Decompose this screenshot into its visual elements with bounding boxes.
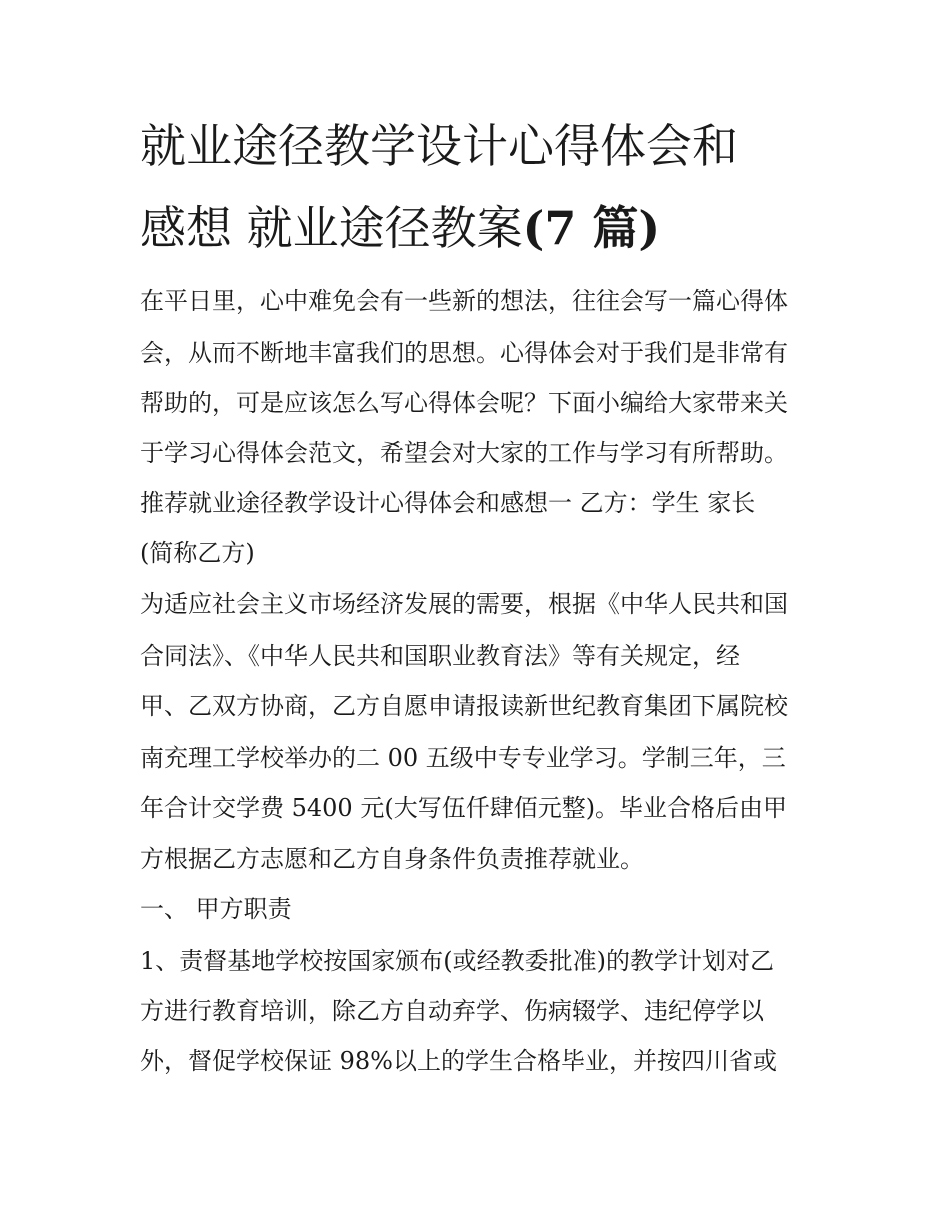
paragraph-line: 甲、乙双方协商，乙方自愿申请报读新世纪教育集团下属院校 bbox=[140, 692, 788, 720]
paragraph-line: 方根据乙方志愿和乙方自身条件负责推荐就业。 bbox=[140, 845, 644, 873]
paragraph-line: 推荐就业途径教学设计心得体会和感想一 乙方：学生 家长 bbox=[140, 489, 756, 517]
paragraph-line: 于学习心得体会范文，希望会对大家的工作与学习有所帮助。 bbox=[140, 439, 788, 467]
paragraph-line: 外，督促学校保证 98%以上的学生合格毕业，并按四川省或 bbox=[140, 1047, 777, 1075]
paragraph-line: 1、责督基地学校按国家颁布(或经教委批准)的教学计划对乙 bbox=[140, 947, 774, 975]
paragraph-line: (简称乙方) bbox=[140, 539, 255, 567]
section-heading: 一、 甲方职责 bbox=[140, 895, 292, 923]
paragraph-line: 合同法》、《中华人民共和国职业教育法》等有关规定，经 bbox=[140, 642, 740, 670]
paragraph-line: 帮助的，可是应该怎么写心得体会呢？下面小编给大家带来关 bbox=[140, 389, 788, 417]
title-line-2-prefix: 感想 就业途径教案 bbox=[140, 201, 523, 255]
paragraph-line: 年合计交学费 5400 元(大写伍仟肆佰元整)。毕业合格后由甲 bbox=[140, 794, 788, 822]
paragraph-line: 方进行教育培训，除乙方自动弃学、伤病辍学、违纪停学以 bbox=[140, 997, 764, 1025]
document-title-line-1: 就业途径教学设计心得体会和 bbox=[140, 119, 738, 173]
paragraph-line: 为适应社会主义市场经济发展的需要，根据《中华人民共和国 bbox=[140, 590, 788, 618]
paragraph-line: 南充理工学校举办的二 00 五级中专专业学习。学制三年，三 bbox=[140, 744, 786, 772]
document-title-line-2 bbox=[140, 200, 660, 256]
title-line-2-suffix: (7 篇) bbox=[522, 201, 661, 255]
paragraph-line: 在平日里，心中难免会有一些新的想法，往往会写一篇心得体 bbox=[140, 287, 788, 315]
paragraph-line: 会，从而不断地丰富我们的思想。心得体会对于我们是非常有 bbox=[140, 339, 788, 367]
